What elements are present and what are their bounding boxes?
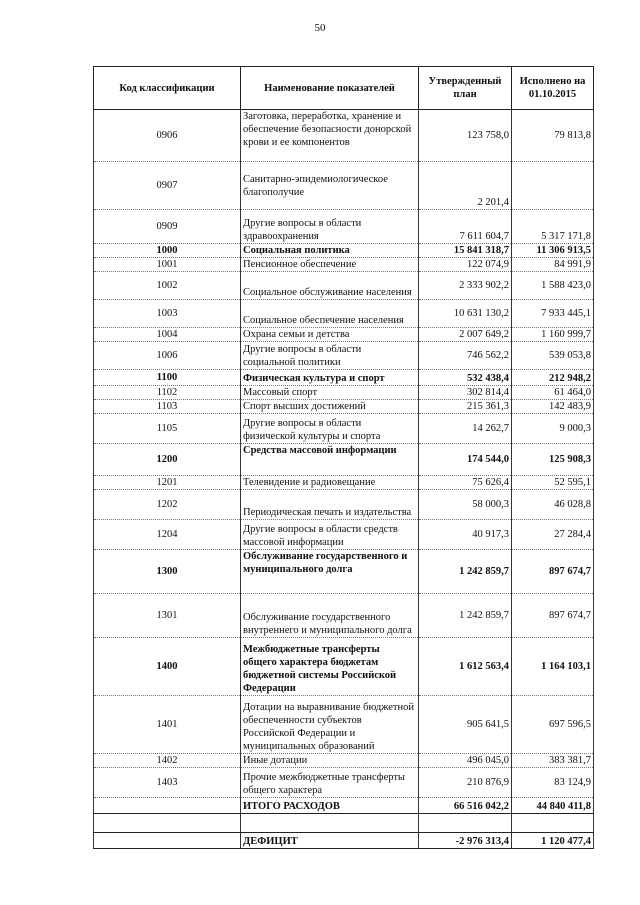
row-code: 1003 (94, 300, 241, 328)
table-row (94, 328, 594, 342)
row-code: 1006 (94, 342, 241, 370)
header-plan: Утвержденный план (419, 67, 512, 110)
table-header-row (94, 67, 594, 110)
row-code: 1004 (94, 328, 241, 342)
row-plan: 40 917,3 (419, 520, 512, 550)
spacer-cell (94, 814, 241, 833)
row-code: 0907 (94, 162, 241, 210)
spacer-cell (512, 814, 594, 833)
row-name: Пенсионное обеспечение (241, 258, 419, 272)
table-row (94, 490, 594, 520)
row-plan: 75 626,4 (419, 476, 512, 490)
row-code: 1204 (94, 520, 241, 550)
header-executed: Исполнено на 01.10.2015 (512, 67, 594, 110)
row-plan: 532 438,4 (419, 370, 512, 386)
row-executed (512, 162, 594, 210)
row-name: Телевидение и радиовещание (241, 476, 419, 490)
row-plan: 1 242 859,7 (419, 550, 512, 594)
total-code (94, 798, 241, 814)
row-name: Массовый спорт (241, 386, 419, 400)
table-row (94, 400, 594, 414)
row-name: Межбюджетные трансферты общего характера бюджетам бюджетной системы Российской Федерации (241, 638, 419, 696)
table-row (94, 244, 594, 258)
deficit-plan: -2 976 313,4 (419, 833, 512, 849)
total-plan: 66 516 042,2 (419, 798, 512, 814)
header-code: Код классификации (94, 67, 241, 110)
row-executed: 697 596,5 (512, 696, 594, 754)
row-executed: 1 588 423,0 (512, 272, 594, 300)
row-name: Обслуживание государственного внутреннего и муниципального долга (241, 594, 419, 638)
row-name: Социальное обеспечение населения (241, 300, 419, 328)
spacer-cell (241, 814, 419, 833)
table-row (94, 696, 594, 754)
row-name: Социальное обслуживание населения (241, 272, 419, 300)
row-code: 0909 (94, 210, 241, 244)
table-row (94, 342, 594, 370)
table-row (94, 414, 594, 444)
row-plan: 2 201,4 (419, 162, 512, 210)
row-name: Другие вопросы в области физической культуры и спорта (241, 414, 419, 444)
table-row (94, 258, 594, 272)
row-name: Охрана семьи и детства (241, 328, 419, 342)
table-row (94, 594, 594, 638)
row-plan: 302 814,4 (419, 386, 512, 400)
table-row (94, 300, 594, 328)
row-plan: 210 876,9 (419, 768, 512, 798)
row-name: Другие вопросы в области социальной политики (241, 342, 419, 370)
table-row (94, 210, 594, 244)
spacer-cell (419, 814, 512, 833)
table-row (94, 638, 594, 696)
row-name: Заготовка, переработка, хранение и обеспечение безопасности донорской крови и ее компонентов (241, 110, 419, 162)
row-plan: 2 333 902,2 (419, 272, 512, 300)
row-code: 1000 (94, 244, 241, 258)
row-code: 1201 (94, 476, 241, 490)
deficit-code (94, 833, 241, 849)
deficit-label: ДЕФИЦИТ (241, 833, 419, 849)
row-executed: 7 933 445,1 (512, 300, 594, 328)
row-code: 1402 (94, 754, 241, 768)
row-code: 1301 (94, 594, 241, 638)
row-code: 1401 (94, 696, 241, 754)
row-code: 0906 (94, 110, 241, 162)
row-plan: 122 074,9 (419, 258, 512, 272)
row-executed: 897 674,7 (512, 594, 594, 638)
table-row (94, 444, 594, 476)
row-code: 1202 (94, 490, 241, 520)
row-code: 1403 (94, 768, 241, 798)
table-row (94, 520, 594, 550)
row-name: Санитарно-эпидемиологическое благополучие (241, 162, 419, 210)
page-number: 50 (314, 22, 326, 34)
row-name: Обслуживание государственного и муниципального долга (241, 550, 419, 594)
row-executed: 5 317 171,8 (512, 210, 594, 244)
row-executed: 46 028,8 (512, 490, 594, 520)
row-plan: 746 562,2 (419, 342, 512, 370)
row-code: 1001 (94, 258, 241, 272)
table-row (94, 370, 594, 386)
row-executed: 125 908,3 (512, 444, 594, 476)
row-name: Иные дотации (241, 754, 419, 768)
header-name: Наименование показателей (241, 67, 419, 110)
table-row (94, 754, 594, 768)
row-code: 1100 (94, 370, 241, 386)
row-code: 1200 (94, 444, 241, 476)
deficit-row (94, 833, 594, 849)
row-name: Периодическая печать и издательства (241, 490, 419, 520)
row-executed: 1 160 999,7 (512, 328, 594, 342)
table-row (94, 110, 594, 162)
row-plan: 1 242 859,7 (419, 594, 512, 638)
row-executed: 383 381,7 (512, 754, 594, 768)
table-row (94, 386, 594, 400)
row-executed: 79 813,8 (512, 110, 594, 162)
row-executed: 9 000,3 (512, 414, 594, 444)
row-code: 1103 (94, 400, 241, 414)
row-executed: 61 464,0 (512, 386, 594, 400)
row-code: 1102 (94, 386, 241, 400)
row-plan: 1 612 563,4 (419, 638, 512, 696)
row-executed: 27 284,4 (512, 520, 594, 550)
row-plan: 15 841 318,7 (419, 244, 512, 258)
deficit-executed: 1 120 477,4 (512, 833, 594, 849)
row-name: Другие вопросы в области здравоохранения (241, 210, 419, 244)
row-name: Физическая культура и спорт (241, 370, 419, 386)
row-code: 1002 (94, 272, 241, 300)
row-name: Спорт высших достижений (241, 400, 419, 414)
total-executed: 44 840 411,8 (512, 798, 594, 814)
row-executed: 212 948,2 (512, 370, 594, 386)
table-row (94, 550, 594, 594)
row-plan: 496 045,0 (419, 754, 512, 768)
row-plan: 7 611 604,7 (419, 210, 512, 244)
row-plan: 123 758,0 (419, 110, 512, 162)
spacer-row (94, 814, 594, 833)
row-code: 1105 (94, 414, 241, 444)
row-name: Социальная политика (241, 244, 419, 258)
row-plan: 215 361,3 (419, 400, 512, 414)
table-row (94, 768, 594, 798)
row-plan: 905 641,5 (419, 696, 512, 754)
row-executed: 1 164 103,1 (512, 638, 594, 696)
table-row (94, 162, 594, 210)
row-plan: 2 007 649,2 (419, 328, 512, 342)
row-code: 1400 (94, 638, 241, 696)
row-code: 1300 (94, 550, 241, 594)
row-plan: 14 262,7 (419, 414, 512, 444)
row-executed: 52 595,1 (512, 476, 594, 490)
row-name: Средства массовой информации (241, 444, 419, 476)
row-executed: 142 483,9 (512, 400, 594, 414)
row-plan: 10 631 130,2 (419, 300, 512, 328)
budget-execution-table (93, 66, 594, 849)
row-executed: 83 124,9 (512, 768, 594, 798)
row-executed: 897 674,7 (512, 550, 594, 594)
row-executed: 84 991,9 (512, 258, 594, 272)
row-name: Другие вопросы в области средств массовой информации (241, 520, 419, 550)
row-executed: 539 053,8 (512, 342, 594, 370)
total-label: ИТОГО РАСХОДОВ (241, 798, 419, 814)
table-row (94, 272, 594, 300)
row-plan: 174 544,0 (419, 444, 512, 476)
row-executed: 11 306 913,5 (512, 244, 594, 258)
row-name: Дотации на выравнивание бюджетной обеспеченности субъектов Российской Федерации и муниципальных образований (241, 696, 419, 754)
table-row (94, 476, 594, 490)
row-plan: 58 000,3 (419, 490, 512, 520)
total-row (94, 798, 594, 814)
row-name: Прочие межбюджетные трансферты общего характера (241, 768, 419, 798)
